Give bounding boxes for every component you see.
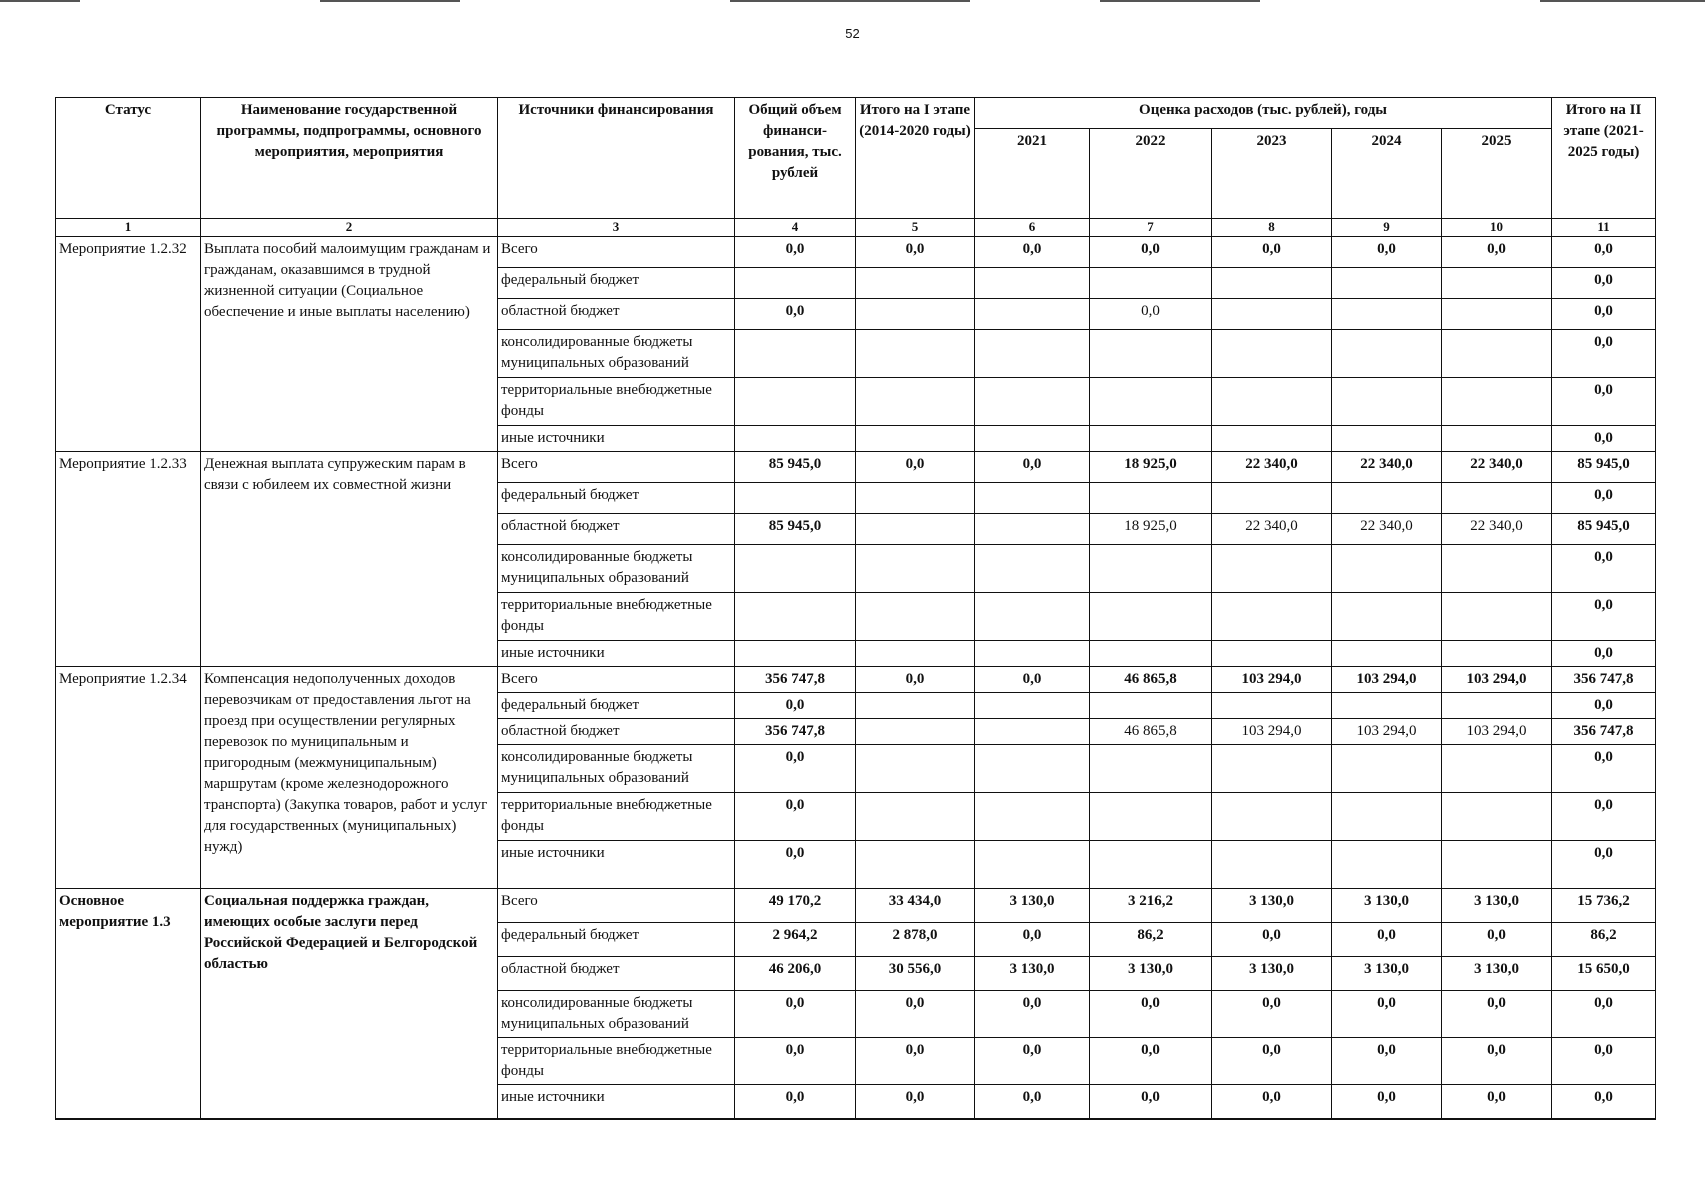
value-cell: [975, 719, 1090, 745]
value-cell: [1442, 483, 1552, 514]
value-cell: [975, 745, 1090, 793]
value-cell: 0,0: [1442, 237, 1552, 268]
value-cell: 0,0: [1552, 237, 1656, 268]
value-cell: 0,0: [1552, 299, 1656, 330]
header-year: 2022: [1090, 129, 1212, 219]
value-cell: [975, 514, 1090, 545]
value-cell: 0,0: [856, 452, 975, 483]
value-cell: [1332, 268, 1442, 299]
value-cell: 0,0: [735, 237, 856, 268]
source-cell: территориальные внебюджетные фонды: [498, 593, 735, 641]
value-cell: 18 925,0: [1090, 452, 1212, 483]
value-cell: [1332, 545, 1442, 593]
value-cell: [1442, 426, 1552, 452]
source-cell: федеральный бюджет: [498, 923, 735, 957]
value-cell: 0,0: [856, 991, 975, 1038]
header-estimate: Оценка расходов (тыс. рублей), годы: [975, 98, 1552, 129]
value-cell: 0,0: [1552, 793, 1656, 841]
value-cell: 30 556,0: [856, 957, 975, 991]
value-cell: [1090, 793, 1212, 841]
value-cell: 0,0: [1442, 1038, 1552, 1085]
value-cell: [1090, 483, 1212, 514]
source-cell: областной бюджет: [498, 957, 735, 991]
source-cell: иные источники: [498, 1085, 735, 1119]
value-cell: [735, 330, 856, 378]
source-cell: консолидированные бюджеты муниципальных образований: [498, 991, 735, 1038]
column-number: 5: [856, 219, 975, 237]
column-number: 10: [1442, 219, 1552, 237]
value-cell: [856, 514, 975, 545]
source-cell: иные источники: [498, 841, 735, 889]
table-row: [56, 667, 1656, 693]
value-cell: 0,0: [1552, 841, 1656, 889]
value-cell: [1332, 483, 1442, 514]
name-cell: Выплата пособий малоимущим гражданам и гражданам, оказавшимся в трудной жизненной ситуации (Социальное обеспечение и иные выплаты населению): [201, 237, 498, 452]
value-cell: 356 747,8: [1552, 719, 1656, 745]
value-cell: [1090, 545, 1212, 593]
value-cell: 0,0: [735, 841, 856, 889]
value-cell: [1332, 641, 1442, 667]
value-cell: 0,0: [975, 452, 1090, 483]
value-cell: [975, 378, 1090, 426]
value-cell: 22 340,0: [1212, 452, 1332, 483]
table-group: [56, 237, 1656, 452]
header-name: Наименование государственной программы, подпрограммы, основного мероприятия, мероприятия: [201, 98, 498, 219]
source-cell: консолидированные бюджеты муниципальных образований: [498, 745, 735, 793]
value-cell: [1212, 268, 1332, 299]
scan-edge-line: [730, 0, 970, 2]
value-cell: 0,0: [1552, 593, 1656, 641]
column-number: 2: [201, 219, 498, 237]
header-year: 2025: [1442, 129, 1552, 219]
value-cell: 46 865,8: [1090, 667, 1212, 693]
value-cell: 85 945,0: [735, 514, 856, 545]
value-cell: [1442, 745, 1552, 793]
value-cell: [1442, 545, 1552, 593]
value-cell: 103 294,0: [1212, 667, 1332, 693]
value-cell: [1090, 330, 1212, 378]
value-cell: [1212, 330, 1332, 378]
column-number: 1: [56, 219, 201, 237]
value-cell: [975, 641, 1090, 667]
value-cell: 0,0: [1212, 923, 1332, 957]
table-group: [56, 889, 1656, 1119]
value-cell: [1212, 593, 1332, 641]
value-cell: [975, 426, 1090, 452]
value-cell: 0,0: [1552, 426, 1656, 452]
source-cell: территориальные внебюджетные фонды: [498, 793, 735, 841]
source-cell: Всего: [498, 237, 735, 268]
value-cell: 356 747,8: [735, 719, 856, 745]
value-cell: [856, 693, 975, 719]
value-cell: [975, 593, 1090, 641]
value-cell: [856, 545, 975, 593]
value-cell: [735, 426, 856, 452]
value-cell: 22 340,0: [1442, 514, 1552, 545]
value-cell: 0,0: [735, 1038, 856, 1085]
value-cell: 0,0: [1552, 991, 1656, 1038]
source-cell: территориальные внебюджетные фонды: [498, 378, 735, 426]
value-cell: [1442, 641, 1552, 667]
value-cell: 0,0: [975, 1085, 1090, 1119]
value-cell: 3 130,0: [975, 957, 1090, 991]
value-cell: [856, 745, 975, 793]
value-cell: [1090, 378, 1212, 426]
value-cell: [856, 593, 975, 641]
value-cell: [1442, 693, 1552, 719]
value-cell: [1332, 793, 1442, 841]
value-cell: 356 747,8: [1552, 667, 1656, 693]
value-cell: [975, 693, 1090, 719]
value-cell: [856, 483, 975, 514]
value-cell: 0,0: [856, 1038, 975, 1085]
value-cell: [856, 299, 975, 330]
value-cell: 0,0: [1552, 378, 1656, 426]
value-cell: [1332, 299, 1442, 330]
value-cell: 0,0: [1332, 923, 1442, 957]
value-cell: 103 294,0: [1212, 719, 1332, 745]
value-cell: 0,0: [1090, 1085, 1212, 1119]
value-cell: [735, 268, 856, 299]
page-number: 52: [845, 26, 860, 41]
value-cell: 22 340,0: [1332, 514, 1442, 545]
value-cell: 0,0: [975, 991, 1090, 1038]
column-number: 9: [1332, 219, 1442, 237]
value-cell: 0,0: [1442, 1085, 1552, 1119]
value-cell: [1442, 793, 1552, 841]
table-group: [56, 452, 1656, 667]
header-total-volume: Общий объем финанси-рования, тыс. рублей: [735, 98, 856, 219]
value-cell: 0,0: [1090, 1038, 1212, 1085]
value-cell: 0,0: [1212, 1038, 1332, 1085]
value-cell: [856, 378, 975, 426]
header-stage1: Итого на I этапе (2014-2020 годы): [856, 98, 975, 219]
source-cell: консолидированные бюджеты муниципальных образований: [498, 330, 735, 378]
value-cell: 0,0: [1212, 1085, 1332, 1119]
value-cell: 0,0: [735, 1085, 856, 1119]
value-cell: 86,2: [1552, 923, 1656, 957]
value-cell: 0,0: [1212, 991, 1332, 1038]
value-cell: [975, 841, 1090, 889]
value-cell: 0,0: [1552, 1085, 1656, 1119]
value-cell: [1090, 693, 1212, 719]
name-cell: Компенсация недополученных доходов перевозчикам от предоставления льгот на проезд при осуществлении регулярных перевозок по муниципальным и пригородным (межмуниципальным) маршрутам (кроме железнодорожного транспорта) (Закупка товаров, работ и услуг для государственных (муниципальных) нужд): [201, 667, 498, 889]
column-number: 4: [735, 219, 856, 237]
value-cell: 3 130,0: [1332, 889, 1442, 923]
source-cell: Всего: [498, 889, 735, 923]
table-row: [56, 452, 1656, 483]
value-cell: 0,0: [735, 693, 856, 719]
value-cell: [735, 641, 856, 667]
value-cell: 3 130,0: [1090, 957, 1212, 991]
value-cell: [975, 299, 1090, 330]
value-cell: [1212, 378, 1332, 426]
value-cell: 46 865,8: [1090, 719, 1212, 745]
value-cell: 0,0: [856, 237, 975, 268]
header-year: 2023: [1212, 129, 1332, 219]
value-cell: 0,0: [1212, 237, 1332, 268]
source-cell: федеральный бюджет: [498, 268, 735, 299]
value-cell: 22 340,0: [1332, 452, 1442, 483]
value-cell: [1332, 745, 1442, 793]
value-cell: 103 294,0: [1442, 667, 1552, 693]
value-cell: 0,0: [856, 1085, 975, 1119]
value-cell: [1442, 299, 1552, 330]
value-cell: 18 925,0: [1090, 514, 1212, 545]
value-cell: [975, 793, 1090, 841]
value-cell: [1212, 841, 1332, 889]
value-cell: [735, 593, 856, 641]
value-cell: 0,0: [1332, 1038, 1442, 1085]
scan-edge-line: [1540, 0, 1705, 2]
column-numbers-row: [56, 219, 1656, 237]
value-cell: 0,0: [1552, 545, 1656, 593]
value-cell: [856, 268, 975, 299]
value-cell: [856, 330, 975, 378]
name-cell: Денежная выплата супружеским парам в связи с юбилеем их совместной жизни: [201, 452, 498, 667]
value-cell: [1442, 841, 1552, 889]
value-cell: 0,0: [975, 237, 1090, 268]
value-cell: 0,0: [975, 923, 1090, 957]
value-cell: [1332, 841, 1442, 889]
value-cell: [1090, 426, 1212, 452]
value-cell: 15 736,2: [1552, 889, 1656, 923]
value-cell: [1442, 593, 1552, 641]
source-cell: федеральный бюджет: [498, 483, 735, 514]
scan-edge-line: [1100, 0, 1260, 2]
value-cell: [1212, 426, 1332, 452]
status-cell: Мероприятие 1.2.34: [56, 667, 201, 889]
value-cell: 0,0: [1552, 693, 1656, 719]
value-cell: 103 294,0: [1442, 719, 1552, 745]
value-cell: 0,0: [1332, 237, 1442, 268]
status-cell: Мероприятие 1.2.33: [56, 452, 201, 667]
value-cell: [1332, 693, 1442, 719]
table-row: [56, 237, 1656, 268]
value-cell: 3 130,0: [1212, 957, 1332, 991]
header-stage2: Итого на II этапе (2021-2025 годы): [1552, 98, 1656, 219]
value-cell: 0,0: [1090, 991, 1212, 1038]
column-number: 6: [975, 219, 1090, 237]
value-cell: [975, 268, 1090, 299]
value-cell: [975, 330, 1090, 378]
value-cell: 0,0: [1442, 923, 1552, 957]
value-cell: [856, 426, 975, 452]
source-cell: областной бюджет: [498, 719, 735, 745]
value-cell: 3 130,0: [1332, 957, 1442, 991]
value-cell: [856, 793, 975, 841]
value-cell: [1332, 426, 1442, 452]
financing-table: [55, 97, 1656, 1120]
value-cell: 2 964,2: [735, 923, 856, 957]
value-cell: 33 434,0: [856, 889, 975, 923]
value-cell: 0,0: [735, 991, 856, 1038]
value-cell: 0,0: [1552, 641, 1656, 667]
status-cell: Мероприятие 1.2.32: [56, 237, 201, 452]
value-cell: 0,0: [1442, 991, 1552, 1038]
value-cell: [735, 545, 856, 593]
value-cell: [1090, 841, 1212, 889]
source-cell: иные источники: [498, 641, 735, 667]
value-cell: 0,0: [975, 667, 1090, 693]
source-cell: территориальные внебюджетные фонды: [498, 1038, 735, 1085]
value-cell: [1442, 378, 1552, 426]
value-cell: 3 130,0: [1442, 957, 1552, 991]
value-cell: [1212, 745, 1332, 793]
value-cell: 103 294,0: [1332, 719, 1442, 745]
value-cell: 3 130,0: [1442, 889, 1552, 923]
column-number: 8: [1212, 219, 1332, 237]
source-cell: Всего: [498, 667, 735, 693]
header-year: 2021: [975, 129, 1090, 219]
value-cell: [1212, 693, 1332, 719]
column-number: 7: [1090, 219, 1212, 237]
value-cell: [1090, 641, 1212, 667]
header-sources: Источники финансирования: [498, 98, 735, 219]
value-cell: [1090, 593, 1212, 641]
value-cell: 2 878,0: [856, 923, 975, 957]
value-cell: [1212, 641, 1332, 667]
source-cell: федеральный бюджет: [498, 693, 735, 719]
table-row: [56, 889, 1656, 923]
value-cell: 85 945,0: [1552, 452, 1656, 483]
value-cell: 0,0: [1552, 483, 1656, 514]
value-cell: [1212, 299, 1332, 330]
name-cell: Социальная поддержка граждан, имеющих особые заслуги перед Российской Федерацией и Белгородской областью: [201, 889, 498, 1119]
value-cell: [1090, 745, 1212, 793]
source-cell: областной бюджет: [498, 299, 735, 330]
value-cell: 49 170,2: [735, 889, 856, 923]
header-row: [56, 98, 1656, 129]
value-cell: [975, 483, 1090, 514]
value-cell: 86,2: [1090, 923, 1212, 957]
value-cell: [975, 545, 1090, 593]
column-number: 3: [498, 219, 735, 237]
scan-edge-line: [0, 0, 80, 2]
value-cell: 0,0: [1552, 1038, 1656, 1085]
scan-edge-line: [320, 0, 460, 2]
value-cell: [1442, 268, 1552, 299]
value-cell: [856, 719, 975, 745]
value-cell: [856, 841, 975, 889]
value-cell: 0,0: [735, 745, 856, 793]
value-cell: 0,0: [1552, 268, 1656, 299]
value-cell: 0,0: [1090, 299, 1212, 330]
value-cell: 103 294,0: [1332, 667, 1442, 693]
value-cell: [735, 483, 856, 514]
value-cell: [1442, 330, 1552, 378]
column-number: 11: [1552, 219, 1656, 237]
value-cell: [1212, 545, 1332, 593]
value-cell: 0,0: [1332, 1085, 1442, 1119]
source-cell: областной бюджет: [498, 514, 735, 545]
source-cell: иные источники: [498, 426, 735, 452]
value-cell: 3 216,2: [1090, 889, 1212, 923]
value-cell: 85 945,0: [1552, 514, 1656, 545]
value-cell: 0,0: [975, 1038, 1090, 1085]
value-cell: [1332, 593, 1442, 641]
value-cell: 22 340,0: [1212, 514, 1332, 545]
value-cell: [1332, 330, 1442, 378]
value-cell: [735, 378, 856, 426]
value-cell: 22 340,0: [1442, 452, 1552, 483]
value-cell: [1212, 483, 1332, 514]
value-cell: 3 130,0: [975, 889, 1090, 923]
status-cell: Основное мероприятие 1.3: [56, 889, 201, 1119]
value-cell: 15 650,0: [1552, 957, 1656, 991]
value-cell: 0,0: [856, 667, 975, 693]
value-cell: 0,0: [1552, 745, 1656, 793]
value-cell: [1212, 793, 1332, 841]
source-cell: Всего: [498, 452, 735, 483]
value-cell: 85 945,0: [735, 452, 856, 483]
header-year: 2024: [1332, 129, 1442, 219]
value-cell: [1090, 268, 1212, 299]
value-cell: 0,0: [1552, 330, 1656, 378]
value-cell: 0,0: [1332, 991, 1442, 1038]
value-cell: [1332, 378, 1442, 426]
value-cell: 0,0: [735, 793, 856, 841]
value-cell: 46 206,0: [735, 957, 856, 991]
value-cell: 356 747,8: [735, 667, 856, 693]
header-status: Статус: [56, 98, 201, 219]
value-cell: 0,0: [1090, 237, 1212, 268]
source-cell: консолидированные бюджеты муниципальных образований: [498, 545, 735, 593]
value-cell: 0,0: [735, 299, 856, 330]
value-cell: [856, 641, 975, 667]
table-group: [56, 667, 1656, 889]
value-cell: 3 130,0: [1212, 889, 1332, 923]
